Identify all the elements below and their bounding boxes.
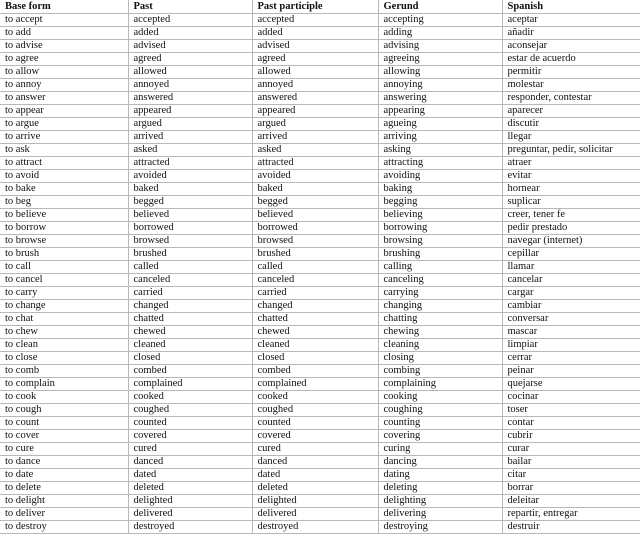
table-row xyxy=(0,183,640,196)
spanish-cell: navegar (internet) xyxy=(502,235,640,248)
past-cell: argued xyxy=(128,118,252,131)
base-form-cell: to attract xyxy=(0,157,128,170)
table-row xyxy=(0,157,640,170)
table-row xyxy=(0,27,640,40)
base-form-cell: to add xyxy=(0,27,128,40)
gerund-cell: curing xyxy=(378,443,502,456)
spanish-cell: contar xyxy=(502,417,640,430)
past-participle-cell: accepted xyxy=(252,14,378,27)
past-cell: covered xyxy=(128,430,252,443)
table-row xyxy=(0,274,640,287)
past-participle-cell: argued xyxy=(252,118,378,131)
table-row xyxy=(0,209,640,222)
past-cell: delighted xyxy=(128,495,252,508)
gerund-cell: closing xyxy=(378,352,502,365)
table-row xyxy=(0,248,640,261)
past-cell: called xyxy=(128,261,252,274)
table-row xyxy=(0,378,640,391)
spanish-cell: deleitar xyxy=(502,495,640,508)
gerund-cell: answering xyxy=(378,92,502,105)
spanish-cell: repartir, entregar xyxy=(502,508,640,521)
past-cell: canceled xyxy=(128,274,252,287)
past-cell: agreed xyxy=(128,53,252,66)
gerund-cell: cleaning xyxy=(378,339,502,352)
past-cell: cleaned xyxy=(128,339,252,352)
past-cell: asked xyxy=(128,144,252,157)
base-form-cell: to browse xyxy=(0,235,128,248)
gerund-cell: counting xyxy=(378,417,502,430)
past-cell: added xyxy=(128,27,252,40)
base-form-cell: to borrow xyxy=(0,222,128,235)
past-participle-cell: chewed xyxy=(252,326,378,339)
spanish-cell: llegar xyxy=(502,131,640,144)
gerund-cell: deleting xyxy=(378,482,502,495)
base-form-cell: to cook xyxy=(0,391,128,404)
past-cell: chatted xyxy=(128,313,252,326)
table-row xyxy=(0,508,640,521)
base-form-cell: to cover xyxy=(0,430,128,443)
past-participle-cell: closed xyxy=(252,352,378,365)
spanish-cell: limpiar xyxy=(502,339,640,352)
past-participle-cell: brushed xyxy=(252,248,378,261)
table-row xyxy=(0,391,640,404)
spanish-cell: borrar xyxy=(502,482,640,495)
past-cell: advised xyxy=(128,40,252,53)
spanish-cell: conversar xyxy=(502,313,640,326)
table-row xyxy=(0,482,640,495)
spanish-cell: mascar xyxy=(502,326,640,339)
past-cell: chewed xyxy=(128,326,252,339)
base-form-cell: to cancel xyxy=(0,274,128,287)
header-spanish: Spanish xyxy=(502,0,640,14)
gerund-cell: brushing xyxy=(378,248,502,261)
gerund-cell: calling xyxy=(378,261,502,274)
table-row xyxy=(0,66,640,79)
gerund-cell: begging xyxy=(378,196,502,209)
base-form-cell: to beg xyxy=(0,196,128,209)
past-participle-cell: chatted xyxy=(252,313,378,326)
base-form-cell: to delete xyxy=(0,482,128,495)
past-participle-cell: answered xyxy=(252,92,378,105)
base-form-cell: to chat xyxy=(0,313,128,326)
gerund-cell: annoying xyxy=(378,79,502,92)
base-form-cell: to argue xyxy=(0,118,128,131)
base-form-cell: to close xyxy=(0,352,128,365)
gerund-cell: chewing xyxy=(378,326,502,339)
past-cell: accepted xyxy=(128,14,252,27)
spanish-cell: cargar xyxy=(502,287,640,300)
spanish-cell: curar xyxy=(502,443,640,456)
gerund-cell: delivering xyxy=(378,508,502,521)
past-cell: coughed xyxy=(128,404,252,417)
spanish-cell: aconsejar xyxy=(502,40,640,53)
gerund-cell: carrying xyxy=(378,287,502,300)
table-row xyxy=(0,105,640,118)
gerund-cell: arriving xyxy=(378,131,502,144)
spanish-cell: cambiar xyxy=(502,300,640,313)
spanish-cell: responder, contestar xyxy=(502,92,640,105)
base-form-cell: to cure xyxy=(0,443,128,456)
past-participle-cell: believed xyxy=(252,209,378,222)
table-row xyxy=(0,352,640,365)
past-participle-cell: browsed xyxy=(252,235,378,248)
gerund-cell: browsing xyxy=(378,235,502,248)
table-row xyxy=(0,118,640,131)
past-cell: delivered xyxy=(128,508,252,521)
gerund-cell: believing xyxy=(378,209,502,222)
past-cell: browsed xyxy=(128,235,252,248)
past-participle-cell: avoided xyxy=(252,170,378,183)
past-participle-cell: added xyxy=(252,27,378,40)
gerund-cell: advising xyxy=(378,40,502,53)
gerund-cell: appearing xyxy=(378,105,502,118)
past-cell: borrowed xyxy=(128,222,252,235)
spanish-cell: aparecer xyxy=(502,105,640,118)
base-form-cell: to allow xyxy=(0,66,128,79)
table-row xyxy=(0,443,640,456)
base-form-cell: to answer xyxy=(0,92,128,105)
table-row xyxy=(0,131,640,144)
base-form-cell: to delight xyxy=(0,495,128,508)
spanish-cell: estar de acuerdo xyxy=(502,53,640,66)
table-row xyxy=(0,261,640,274)
past-cell: believed xyxy=(128,209,252,222)
past-participle-cell: changed xyxy=(252,300,378,313)
past-participle-cell: danced xyxy=(252,456,378,469)
table-row xyxy=(0,170,640,183)
spanish-cell: destruir xyxy=(502,521,640,534)
past-cell: changed xyxy=(128,300,252,313)
past-cell: counted xyxy=(128,417,252,430)
spanish-cell: preguntar, pedir, solicitar xyxy=(502,144,640,157)
base-form-cell: to ask xyxy=(0,144,128,157)
spanish-cell: molestar xyxy=(502,79,640,92)
table-row xyxy=(0,53,640,66)
gerund-cell: borrowing xyxy=(378,222,502,235)
past-participle-cell: advised xyxy=(252,40,378,53)
base-form-cell: to date xyxy=(0,469,128,482)
spanish-cell: atraer xyxy=(502,157,640,170)
past-participle-cell: cooked xyxy=(252,391,378,404)
gerund-cell: avoiding xyxy=(378,170,502,183)
spanish-cell: creer, tener fe xyxy=(502,209,640,222)
past-participle-cell: called xyxy=(252,261,378,274)
table-row xyxy=(0,417,640,430)
gerund-cell: attracting xyxy=(378,157,502,170)
base-form-cell: to clean xyxy=(0,339,128,352)
gerund-cell: delighting xyxy=(378,495,502,508)
past-participle-cell: annoyed xyxy=(252,79,378,92)
spanish-cell: bailar xyxy=(502,456,640,469)
gerund-cell: complaining xyxy=(378,378,502,391)
past-participle-cell: baked xyxy=(252,183,378,196)
table-row xyxy=(0,235,640,248)
table-row xyxy=(0,313,640,326)
table-row xyxy=(0,469,640,482)
past-participle-cell: combed xyxy=(252,365,378,378)
spanish-cell: cancelar xyxy=(502,274,640,287)
table-row xyxy=(0,144,640,157)
past-cell: brushed xyxy=(128,248,252,261)
past-participle-cell: delivered xyxy=(252,508,378,521)
spanish-cell: peinar xyxy=(502,365,640,378)
past-cell: danced xyxy=(128,456,252,469)
table-row xyxy=(0,222,640,235)
gerund-cell: baking xyxy=(378,183,502,196)
spanish-cell: citar xyxy=(502,469,640,482)
table-row xyxy=(0,79,640,92)
past-participle-cell: agreed xyxy=(252,53,378,66)
gerund-cell: coughing xyxy=(378,404,502,417)
gerund-cell: changing xyxy=(378,300,502,313)
past-cell: combed xyxy=(128,365,252,378)
header-gerund: Gerund xyxy=(378,0,502,14)
past-participle-cell: begged xyxy=(252,196,378,209)
past-participle-cell: delighted xyxy=(252,495,378,508)
table-row xyxy=(0,404,640,417)
spanish-cell: permitir xyxy=(502,66,640,79)
past-cell: cooked xyxy=(128,391,252,404)
table-row xyxy=(0,92,640,105)
gerund-cell: dating xyxy=(378,469,502,482)
spanish-cell: cepillar xyxy=(502,248,640,261)
past-participle-cell: borrowed xyxy=(252,222,378,235)
past-cell: complained xyxy=(128,378,252,391)
past-cell: answered xyxy=(128,92,252,105)
base-form-cell: to chew xyxy=(0,326,128,339)
past-cell: avoided xyxy=(128,170,252,183)
base-form-cell: to agree xyxy=(0,53,128,66)
past-participle-cell: canceled xyxy=(252,274,378,287)
past-cell: attracted xyxy=(128,157,252,170)
past-cell: appeared xyxy=(128,105,252,118)
header-past-participle: Past participle xyxy=(252,0,378,14)
table-row xyxy=(0,14,640,27)
gerund-cell: agueing xyxy=(378,118,502,131)
past-cell: begged xyxy=(128,196,252,209)
base-form-cell: to appear xyxy=(0,105,128,118)
past-cell: dated xyxy=(128,469,252,482)
past-cell: cured xyxy=(128,443,252,456)
spanish-cell: cocinar xyxy=(502,391,640,404)
table-row xyxy=(0,456,640,469)
spanish-cell: evitar xyxy=(502,170,640,183)
past-participle-cell: complained xyxy=(252,378,378,391)
past-cell: allowed xyxy=(128,66,252,79)
table-row xyxy=(0,287,640,300)
past-cell: carried xyxy=(128,287,252,300)
gerund-cell: cooking xyxy=(378,391,502,404)
header-base-form: Base form xyxy=(0,0,128,14)
past-participle-cell: asked xyxy=(252,144,378,157)
past-cell: baked xyxy=(128,183,252,196)
past-participle-cell: dated xyxy=(252,469,378,482)
base-form-cell: to brush xyxy=(0,248,128,261)
table-row xyxy=(0,196,640,209)
past-participle-cell: counted xyxy=(252,417,378,430)
table-row xyxy=(0,521,640,534)
base-form-cell: to annoy xyxy=(0,79,128,92)
base-form-cell: to deliver xyxy=(0,508,128,521)
base-form-cell: to change xyxy=(0,300,128,313)
base-form-cell: to carry xyxy=(0,287,128,300)
base-form-cell: to complain xyxy=(0,378,128,391)
past-participle-cell: coughed xyxy=(252,404,378,417)
base-form-cell: to bake xyxy=(0,183,128,196)
base-form-cell: to call xyxy=(0,261,128,274)
past-participle-cell: cured xyxy=(252,443,378,456)
gerund-cell: accepting xyxy=(378,14,502,27)
table-row xyxy=(0,326,640,339)
gerund-cell: agreeing xyxy=(378,53,502,66)
base-form-cell: to believe xyxy=(0,209,128,222)
spanish-cell: llamar xyxy=(502,261,640,274)
spanish-cell: discutir xyxy=(502,118,640,131)
gerund-cell: adding xyxy=(378,27,502,40)
past-participle-cell: allowed xyxy=(252,66,378,79)
past-participle-cell: cleaned xyxy=(252,339,378,352)
past-participle-cell: covered xyxy=(252,430,378,443)
past-cell: destroyed xyxy=(128,521,252,534)
past-participle-cell: destroyed xyxy=(252,521,378,534)
table-row xyxy=(0,300,640,313)
gerund-cell: asking xyxy=(378,144,502,157)
gerund-cell: allowing xyxy=(378,66,502,79)
past-participle-cell: deleted xyxy=(252,482,378,495)
base-form-cell: to dance xyxy=(0,456,128,469)
table-row xyxy=(0,430,640,443)
base-form-cell: to comb xyxy=(0,365,128,378)
table-header-row xyxy=(0,0,640,14)
spanish-cell: añadir xyxy=(502,27,640,40)
past-cell: arrived xyxy=(128,131,252,144)
spanish-cell: aceptar xyxy=(502,14,640,27)
base-form-cell: to advise xyxy=(0,40,128,53)
past-participle-cell: arrived xyxy=(252,131,378,144)
gerund-cell: destroying xyxy=(378,521,502,534)
past-cell: closed xyxy=(128,352,252,365)
table-row xyxy=(0,365,640,378)
base-form-cell: to cough xyxy=(0,404,128,417)
spanish-cell: toser xyxy=(502,404,640,417)
spanish-cell: quejarse xyxy=(502,378,640,391)
gerund-cell: covering xyxy=(378,430,502,443)
spanish-cell: suplicar xyxy=(502,196,640,209)
past-participle-cell: carried xyxy=(252,287,378,300)
past-cell: deleted xyxy=(128,482,252,495)
header-past: Past xyxy=(128,0,252,14)
past-participle-cell: appeared xyxy=(252,105,378,118)
table-body xyxy=(0,14,640,534)
base-form-cell: to destroy xyxy=(0,521,128,534)
past-cell: annoyed xyxy=(128,79,252,92)
past-participle-cell: attracted xyxy=(252,157,378,170)
table-row xyxy=(0,40,640,53)
spanish-cell: cerrar xyxy=(502,352,640,365)
spanish-cell: cubrir xyxy=(502,430,640,443)
gerund-cell: chatting xyxy=(378,313,502,326)
spanish-cell: pedir prestado xyxy=(502,222,640,235)
base-form-cell: to accept xyxy=(0,14,128,27)
table-row xyxy=(0,495,640,508)
gerund-cell: dancing xyxy=(378,456,502,469)
table-row xyxy=(0,339,640,352)
gerund-cell: combing xyxy=(378,365,502,378)
base-form-cell: to arrive xyxy=(0,131,128,144)
spanish-cell: hornear xyxy=(502,183,640,196)
gerund-cell: canceling xyxy=(378,274,502,287)
base-form-cell: to avoid xyxy=(0,170,128,183)
base-form-cell: to count xyxy=(0,417,128,430)
